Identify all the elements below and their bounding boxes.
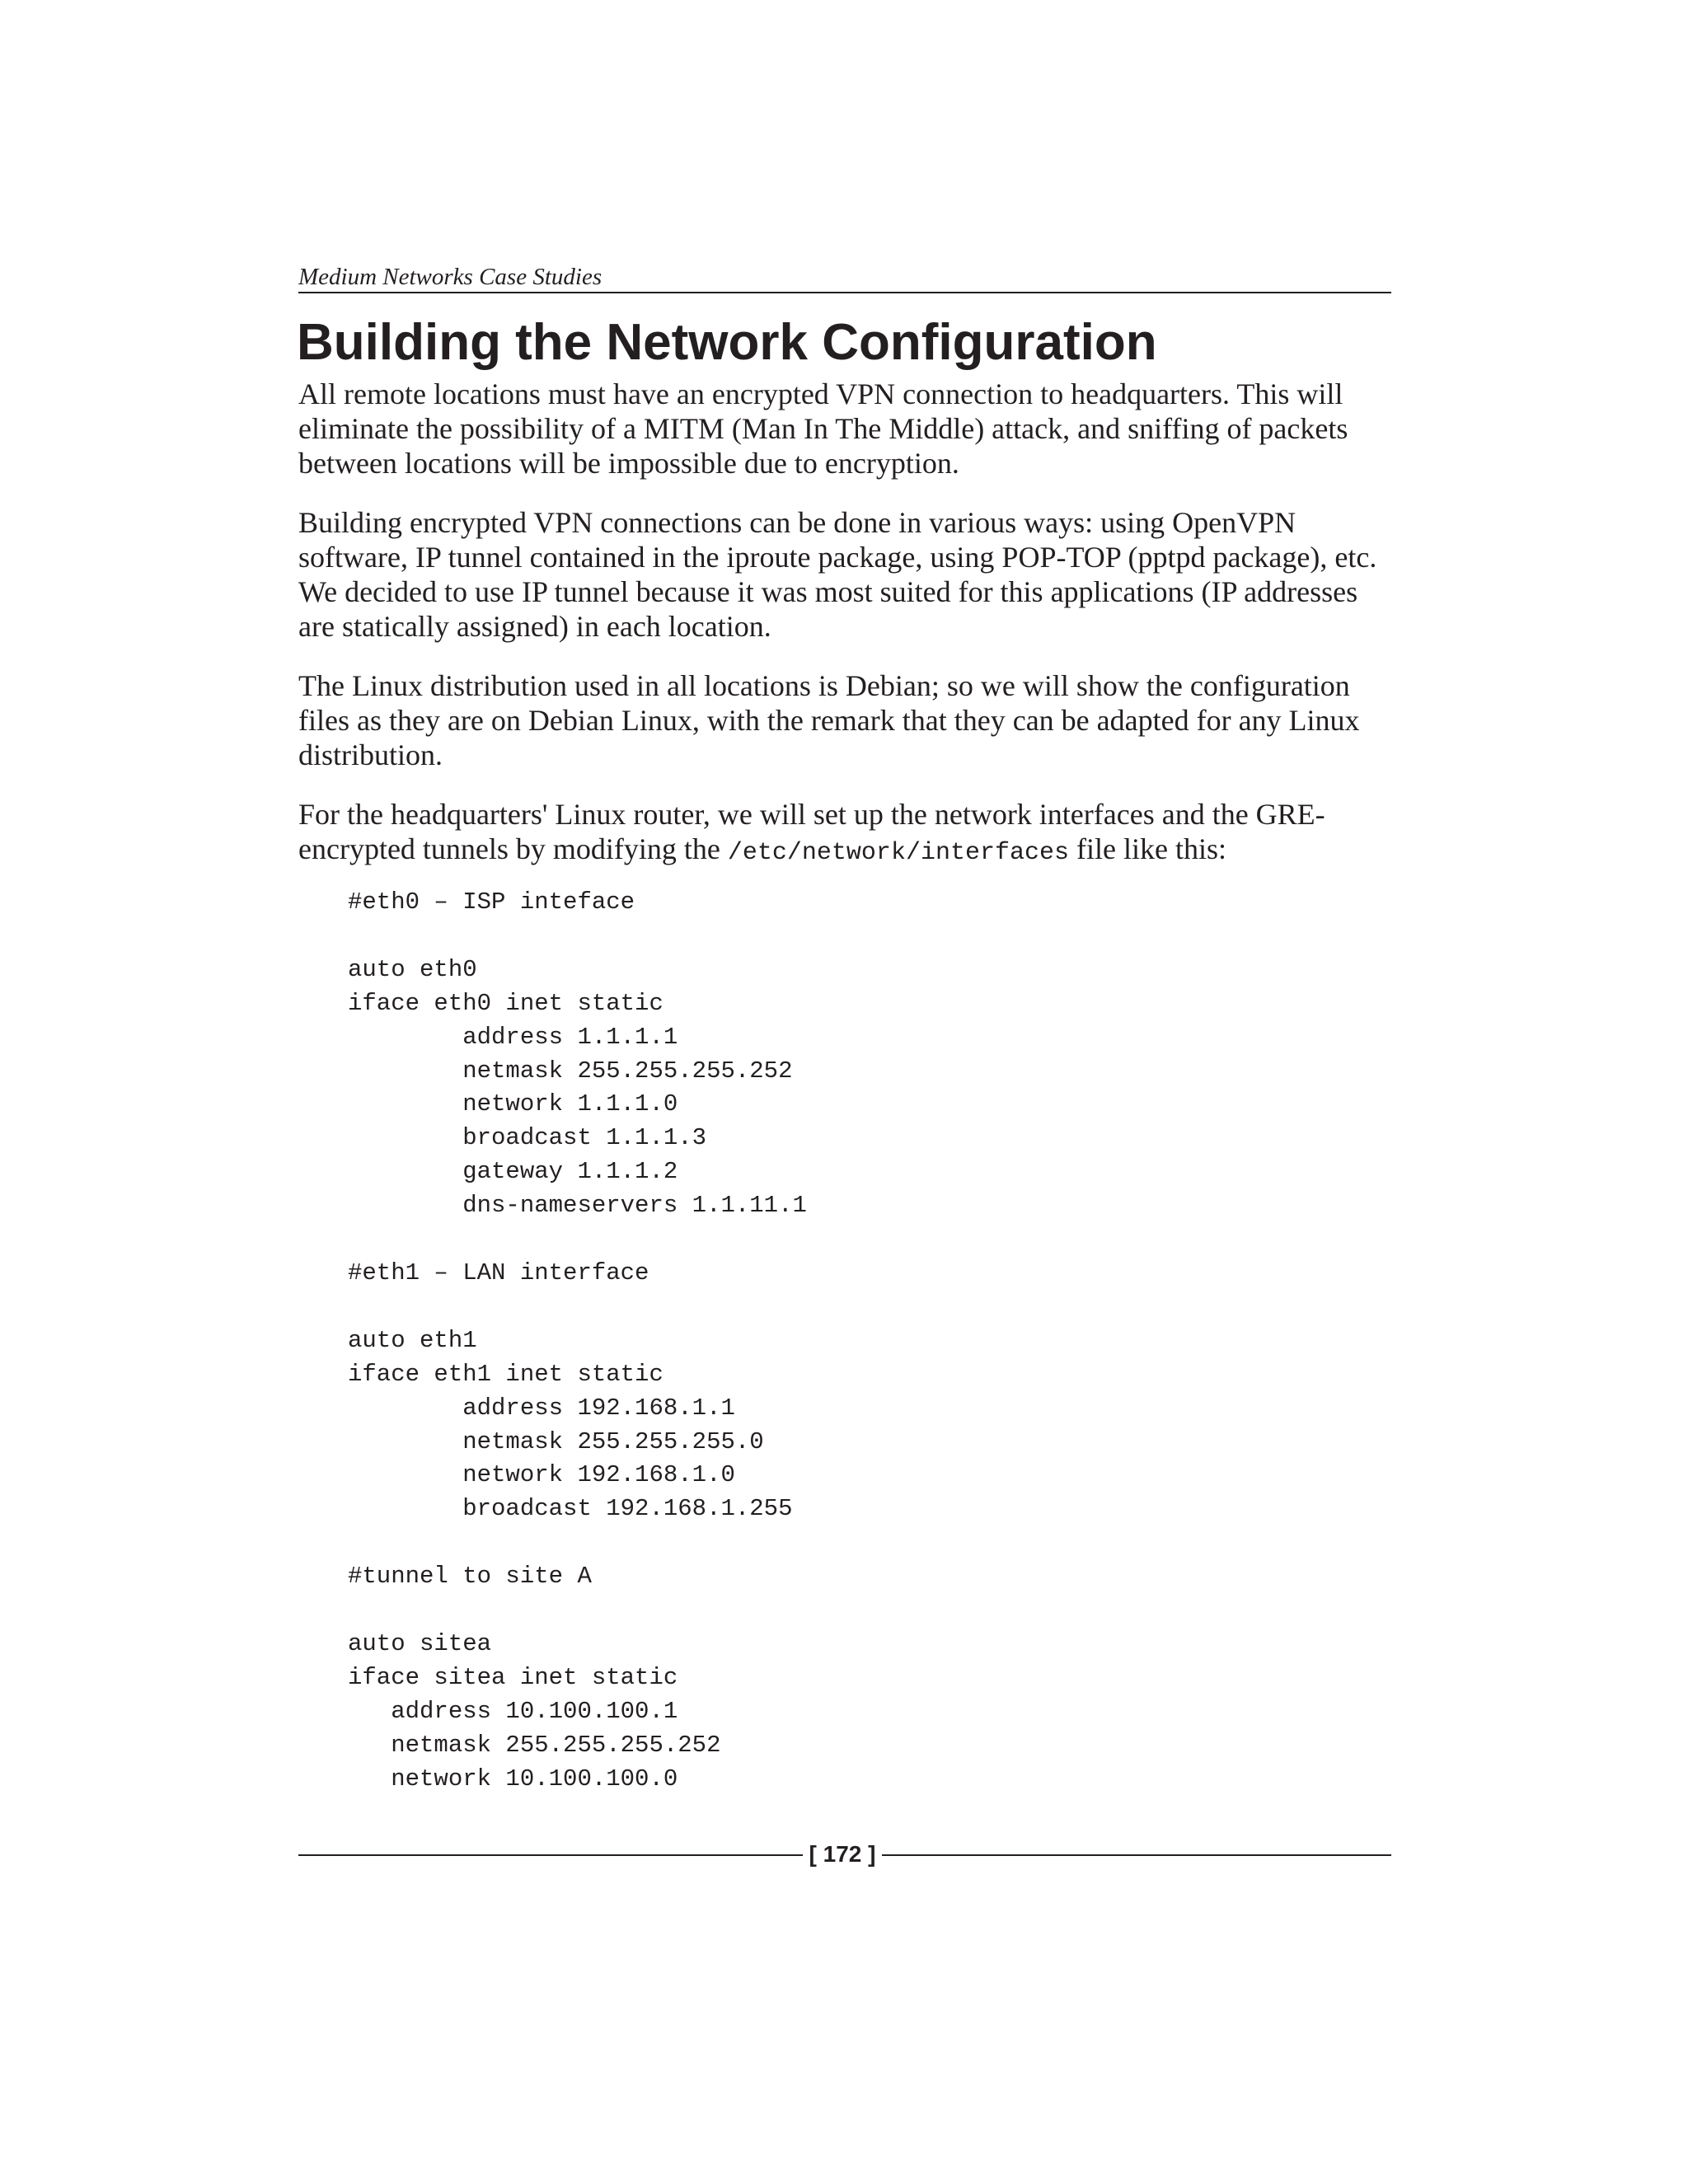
header-rule bbox=[298, 292, 1391, 293]
page-number: [ 172 ] bbox=[809, 1841, 876, 1867]
section-title: Building the Network Configuration bbox=[297, 314, 1157, 371]
footer-rule-left bbox=[298, 1854, 803, 1856]
paragraph-vpn-requirement: All remote locations must have an encrypted VPN connection to headquarters. This will eliminate the possibility of a MITM (Man In The Middle) attack, and sniffing of packets between locations will be impossible due to encryption. bbox=[298, 377, 1348, 480]
code-listing: #eth0 – ISP inteface auto eth0 iface eth0 inet static address 1.1.1.1 netmask 255.255.255.252 network 1.1.1.0 broadcast 1.1.1.3 gateway 1.1.1.2 dns-nameservers 1.1.11.1 #eth1 – LAN interface auto eth1 iface eth1 inet static address 192.168.1.1 netmask 255.255.255.0 network 192.168.1.0 broadcast 192.168.1.255 #tunnel to site A auto sitea iface sitea inet static address 10.100.100.1 netmask 255.255.255.252 network 10.100.100.0 bbox=[348, 888, 807, 1793]
footer-rule-right bbox=[882, 1854, 1391, 1856]
paragraph-text: file like this: bbox=[1068, 832, 1226, 865]
paragraph-vpn-methods: Building encrypted VPN connections can be done in various ways: using OpenVPN software, IP tunnel contained in the iproute package, using POP-TOP (pptpd package), etc. We decided to use IP tunnel because it was most suited for this applications (IP addresses are statically assigned) in each location. bbox=[298, 506, 1377, 643]
running-head: Medium Networks Case Studies bbox=[298, 264, 603, 290]
paragraph-headquarters-router bbox=[298, 797, 1395, 870]
file-path: /etc/network/interfaces bbox=[727, 839, 1069, 867]
paragraph-text: For the headquarters' Linux router, we will set up the network interfaces and the GRE-encrypted tunnels by modifying the bbox=[298, 798, 1325, 865]
paragraph-linux-distribution: The Linux distribution used in all locations is Debian; so we will show the configuration files as they are on Debian Linux, with the remark that they can be adapted for any Linux distribution. bbox=[298, 669, 1360, 771]
